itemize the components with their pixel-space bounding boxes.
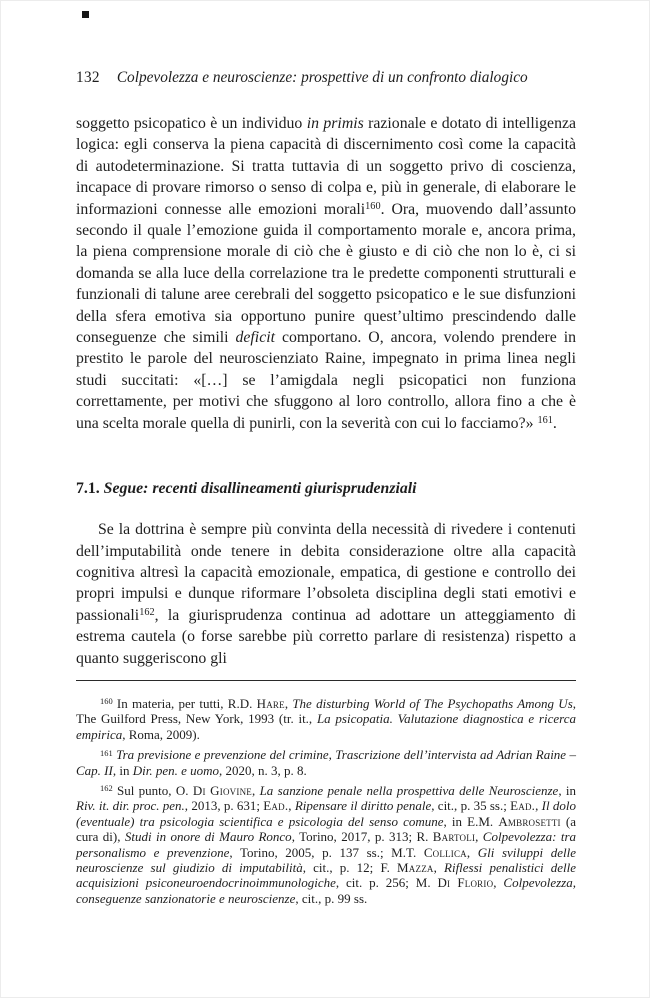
- footnote-162: [76, 783, 576, 906]
- footnote-ref: 160: [365, 201, 381, 213]
- text-run: comportano. O, ancora, volendo prendere in prestito le parole del neuroscienziato Raine, impegnato in prima linea negli studi succitati: «[…] se l’amigdala negli psicopatici non funziona correttamente, per motivi che sfuggono al loro controllo, allora fino a che è una scelta morale quella di punirli, con la severità con cui lo facciamo?»: [76, 329, 576, 432]
- body-paragraph-1: [76, 113, 576, 434]
- text-run: , The Guilford Press, New York, 1993 (tr. it.,: [76, 695, 576, 727]
- footnote-161: [76, 747, 576, 778]
- text-run: , cit., p. 12; F.: [302, 860, 398, 875]
- text-run: ,: [535, 798, 542, 814]
- text-run: , cit., p. 35 ss.;: [431, 798, 511, 814]
- text-run: in primis: [306, 115, 364, 132]
- body-paragraph-2: [76, 519, 576, 669]
- text-run: ,: [433, 860, 445, 875]
- text-run: Il dolo (eventuale) tra psicologia scientifica e psicologia del senso comune: [76, 798, 576, 829]
- footnote-160: [76, 696, 576, 742]
- footnotes-section: [76, 680, 576, 906]
- text-run: Tra previsione e prevenzione del crimine, Trascrizione dell’intervista ad Adrian Raine – Cap. II: [76, 747, 576, 778]
- page-number: 132: [76, 69, 100, 86]
- text-run: Sul punto, O.: [112, 782, 193, 798]
- text-run: , la giurisprudenza continua ad adottare un atteggiamento di estrema cautela (o forse sarebbe più corretto parlare di resistenza) rispetto a quanto suggeriscono gli: [76, 606, 576, 667]
- running-head: Colpevolezza e neuroscienze: prospettive di un confronto dialogico: [116, 69, 528, 86]
- scan-artifact-mark: [82, 11, 89, 18]
- text-run: Ambrosetti: [498, 813, 561, 829]
- text-run: ,: [251, 782, 260, 798]
- text-run: Mazza: [397, 860, 434, 875]
- page-header: [76, 68, 576, 87]
- footnote-ref: 162: [100, 783, 113, 794]
- text-run: Se la dottrina è sempre più convinta della necessità di rivedere i contenuti dell’imputabilità onde tenere in debita considerazione oltre alla capacità cognitiva altresì la capacità emozionale, empatica, di gestione e controllo dei propri impulsi e dunque riformare l’obsoleta disciplina degli stati emotivi e passionali: [76, 521, 576, 624]
- text-run: ,: [466, 844, 478, 860]
- text-run: La psicopatia. Valutazione diagnostica e ricerca empirica: [76, 711, 576, 742]
- text-run: ,: [284, 695, 293, 711]
- text-run: .: [552, 414, 557, 432]
- text-run: Bartoli: [432, 829, 476, 845]
- footnote-ref: 162: [139, 607, 155, 619]
- text-run: ,: [475, 829, 483, 845]
- text-run: (a cura di),: [76, 813, 576, 845]
- text-run: Collica: [423, 844, 467, 860]
- text-block: [76, 113, 576, 669]
- text-run: . Ora, muovendo dall’assunto secondo il quale l’emozione guida il comportamento morale e, ancora prima, la piena comprensione morale di ciò che è giusto e di ciò che non lo è, ci si domanda se alla luce della correlazione tra le predette componenti strutturali e funzionali di talune aree cerebrali del soggetto psicopatico e le sue disfunzioni della sfera emotiva sia opportuno punire quest’ultimo prescindendo dalle conseguenze che simili: [76, 200, 576, 347]
- text-run: razionale e dotato di intelligenza logica: egli conserva la piena capacità di discernimento così come la capacità di autodeterminazione. Si tratta tuttavia di un soggetto privo di coscienza, incapace di provare rimorso o senso di colpa e, più in generale, di elaborare le informazioni connesse alle emozioni morali: [76, 115, 576, 218]
- text-run: Colpevolezza: tra personalismo e prevenzione: [76, 829, 577, 860]
- text-run: Studi in onore di Mauro Ronco: [124, 829, 292, 845]
- text-run: Colpevolezza, conseguenze sanzionatorie e neuroscienze: [76, 875, 576, 906]
- text-run: , in E.M.: [443, 813, 499, 829]
- text-run: , cit., p. 99 ss.: [295, 890, 368, 906]
- text-run: Riv. it. dir. proc. pen.: [76, 798, 185, 814]
- text-run: Di Giovine: [192, 782, 252, 798]
- text-run: The disturbing World of The Psychopaths Among Us: [292, 695, 573, 711]
- text-run: , cit. p. 256; M.: [335, 875, 438, 891]
- text-run: , 2020, n. 3, p. 8.: [219, 762, 307, 778]
- footnote-ref: 160: [100, 696, 113, 707]
- text-run: , Torino, 2017, p. 313; R.: [291, 829, 433, 845]
- text-run: Ripensare il diritto penale: [294, 798, 432, 814]
- text-run: Di Florio: [437, 875, 494, 891]
- footnote-separator: [76, 680, 576, 681]
- text-run: Ead.: [510, 798, 536, 814]
- footnote-ref: 161: [100, 747, 113, 758]
- text-run: Hare: [256, 695, 285, 711]
- text-run: ,: [288, 798, 295, 814]
- text-run: In materia, per tutti, R.D.: [112, 695, 257, 711]
- text-run: , in: [558, 782, 577, 798]
- text-run: soggetto psicopatico è un individuo: [76, 115, 307, 132]
- text-run: Riflessi penalistici delle acquisizioni psiconeuroendocrinoimmunologiche: [76, 860, 577, 891]
- text-run: , Roma, 2009).: [122, 726, 200, 742]
- text-run: deficit: [235, 329, 275, 347]
- text-run: La sanzione penale nella prospettiva delle Neuroscienze: [259, 782, 559, 798]
- text-run: Dir. pen. e uomo: [132, 762, 220, 778]
- text-run: Gli sviluppi delle neuroscienze sul giudizio di imputabilità: [76, 844, 576, 875]
- text-run: Ead.: [263, 798, 289, 814]
- text-run: Segue: recenti disallineamenti giurisprudenziali: [103, 480, 417, 498]
- text-run: ,: [493, 875, 504, 891]
- text-run: , Torino, 2005, p. 137 ss.; M.T.: [229, 844, 424, 860]
- text-run: , in: [112, 762, 133, 778]
- section-heading: [76, 478, 576, 499]
- footnote-ref: 161: [537, 415, 553, 427]
- text-run: , 2013, p. 631;: [184, 798, 264, 814]
- text-run: 7.1.: [76, 480, 104, 498]
